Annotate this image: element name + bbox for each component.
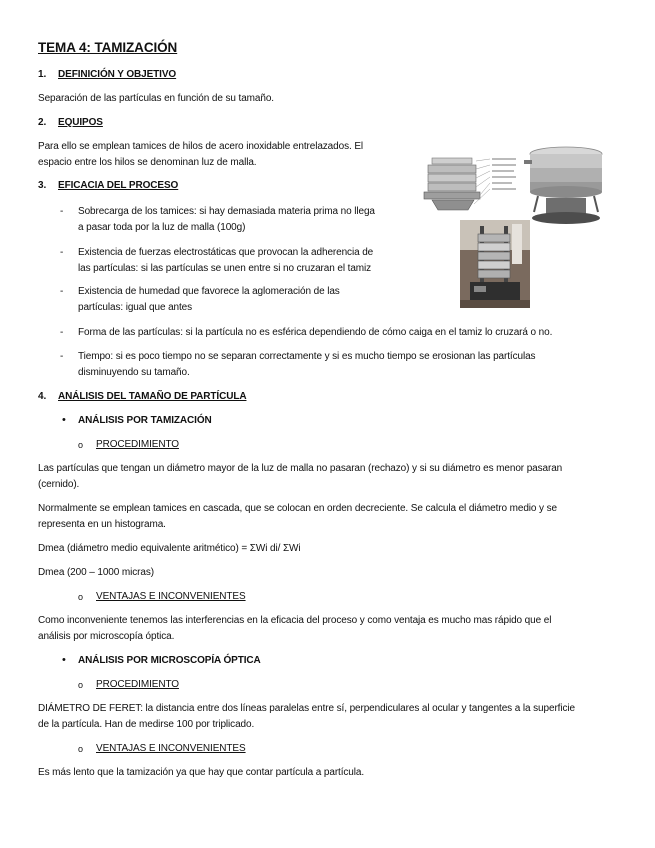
section-2-line-1: Para ello se emplean tamices de hilos de acero inoxidable entrelazados. El (38, 141, 364, 152)
paragraph-line: DIÁMETRO DE FERET: la distancia entre dos líneas paralelas entre sí, perpendiculares al ocular y tangentes a la superficie (38, 703, 575, 714)
paragraph-line: Como inconveniente tenemos las interferencias en la eficacia del proceso y como ventaja es mucho mas rápido que el (38, 615, 552, 626)
list-dash: - (60, 286, 64, 297)
list-item: Forma de las partículas: si la partícula no es esférica dependiendo de cómo caiga en el tamiz lo cruzará o no. (78, 327, 553, 338)
section-3-number: 3. (38, 180, 47, 191)
paragraph-line: Normalmente se emplean tamices en cascada, que se colocan en orden decreciente. Se calcula el diámetro medio y se (38, 503, 557, 514)
circle-bullet-icon: o (78, 440, 83, 450)
list-dash: - (60, 351, 64, 362)
section-1-heading (38, 67, 176, 83)
formula-line: Dmea (diámetro medio equivalente aritmético) = ΣWi di/ ΣWi (38, 543, 301, 554)
list-item-continuation: disminuyendo su tamaño. (78, 367, 190, 378)
list-dash: - (60, 327, 64, 338)
bullet-icon: • (62, 414, 66, 426)
section-3-label: EFICACIA DEL PROCESO (58, 180, 179, 191)
list-item: Tiempo: si es poco tiempo no se separan correctamente y si es mucho tiempo se erosionan las partículas (78, 351, 536, 362)
procedimiento-label: PROCEDIMIENTO (96, 679, 179, 690)
paragraph-line: Es más lento que la tamización ya que hay que contar partícula a partícula. (38, 767, 365, 778)
procedimiento-label: PROCEDIMIENTO (96, 439, 179, 450)
circle-bullet-icon: o (78, 680, 83, 690)
sieve-diagram-figure (410, 152, 520, 214)
list-item: Sobrecarga de los tamices: si hay demasiada materia prima no llega (78, 206, 375, 217)
section-1-label: DEFINICIÓN Y OBJETIVO (58, 69, 177, 80)
list-item: Existencia de fuerzas electrostáticas que provocan la adherencia de (78, 247, 374, 258)
circle-bullet-icon: o (78, 592, 83, 602)
list-dash: - (60, 247, 64, 258)
paragraph-line: análisis por microscopía óptica. (38, 631, 175, 642)
bullet-icon: • (62, 654, 66, 666)
subsection-microscopia-heading: ANÁLISIS POR MICROSCOPÍA ÓPTICA (78, 655, 261, 666)
paragraph-line: representa en un histograma. (38, 519, 166, 530)
section-4-number: 4. (38, 391, 47, 402)
range-line: Dmea (200 – 1000 micras) (38, 567, 154, 578)
vibrating-sieve-photo (520, 140, 612, 230)
list-item-continuation: a pasar toda por la luz de malla (100g) (78, 222, 246, 233)
section-1-number: 1. (38, 69, 47, 80)
list-item: Existencia de humedad que favorece la aglomeración de las (78, 286, 340, 297)
lab-sieve-shaker-photo (460, 220, 530, 308)
section-2-number: 2. (38, 117, 47, 128)
section-2-line-2: espacio entre los hilos se denominan luz de malla. (38, 157, 257, 168)
circle-bullet-icon: o (78, 744, 83, 754)
subsection-tamizacion-heading: ANÁLISIS POR TAMIZACIÓN (78, 415, 212, 426)
list-item-continuation: partículas: igual que antes (78, 302, 193, 313)
list-item-continuation: las partículas: si las partículas se unen entre si no cruzaran el tamiz (78, 263, 372, 274)
section-4-heading (38, 389, 246, 405)
section-4-label: ANÁLISIS DEL TAMAÑO DE PARTÍCULA (58, 391, 247, 402)
section-1-text: Separación de las partículas en función de su tamaño. (38, 93, 274, 104)
ventajas-label: VENTAJAS E INCONVENIENTES (96, 743, 246, 754)
ventajas-label: VENTAJAS E INCONVENIENTES (96, 591, 246, 602)
section-2-heading (38, 115, 103, 131)
section-2-label: EQUIPOS (58, 117, 103, 128)
section-3-heading (38, 178, 178, 194)
list-dash: - (60, 206, 64, 217)
page-title: TEMA 4: TAMIZACIÓN (38, 40, 178, 55)
paragraph-line: (cernido). (38, 479, 80, 490)
paragraph-line: de la partícula. Han de medirse 100 por triplicado. (38, 719, 255, 730)
paragraph-line: Las partículas que tengan un diámetro mayor de la luz de malla no pasaran (rechazo) y si su diámetro es menor pasaran (38, 463, 563, 474)
